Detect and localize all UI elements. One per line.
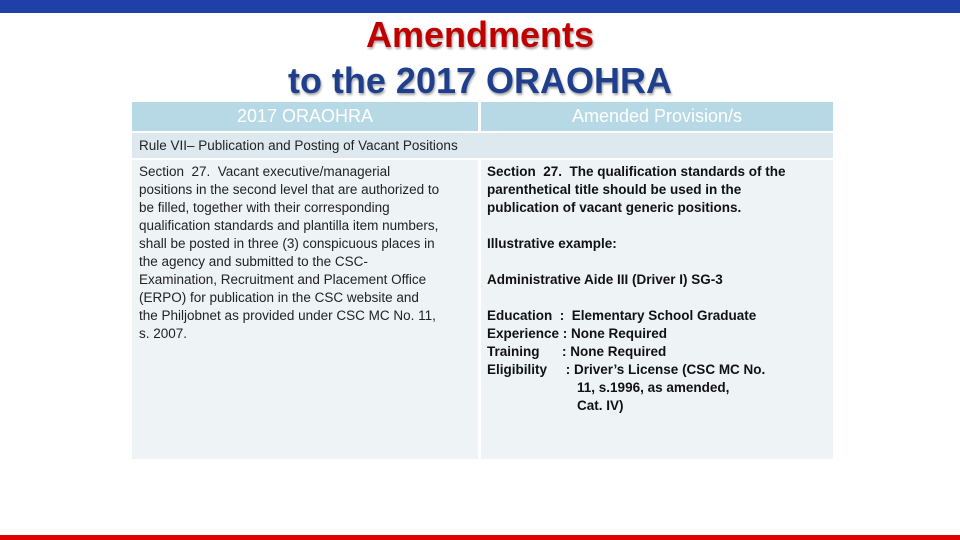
amended-provision-line: Training : None Required xyxy=(487,344,667,359)
rule-row: Rule VII– Publication and Posting of Vacant Positions xyxy=(132,133,833,158)
header-original: 2017 ORAOHRA xyxy=(132,102,478,131)
original-provision-line: Section 27. Vacant executive/managerial xyxy=(139,164,391,179)
original-provision-line: the Philjobnet as provided under CSC MC No. 11, xyxy=(139,308,436,323)
slide-title-line-2: to the 2017 ORAOHRA xyxy=(287,60,673,101)
original-provision-line: be filled, together with their corresponding xyxy=(139,200,390,215)
amended-provision-line: Section 27. The qualification standards of the xyxy=(487,164,786,179)
comparison-table xyxy=(132,102,833,459)
amended-provision-line: Administrative Aide III (Driver I) SG-3 xyxy=(487,272,723,287)
amended-provision-line xyxy=(487,253,831,271)
bottom-accent-bar xyxy=(0,535,960,540)
top-accent-bar xyxy=(0,0,960,13)
amended-provision-line: publication of vacant generic positions. xyxy=(487,200,742,215)
original-provision-line: the agency and submitted to the CSC- xyxy=(139,254,368,269)
original-provision-cell xyxy=(132,160,478,459)
original-provision-line: (ERPO) for publication in the CSC website and xyxy=(139,290,419,305)
amended-provision-line xyxy=(487,217,831,235)
original-provision-text xyxy=(139,163,477,343)
original-provision-line: qualification standards and plantilla item numbers, xyxy=(139,218,439,233)
amended-provision-text xyxy=(487,163,831,415)
original-provision-line: shall be posted in three (3) conspicuous places in xyxy=(139,236,435,251)
original-provision-line: positions in the second level that are authorized to xyxy=(139,182,440,197)
original-provision-line: s. 2007. xyxy=(139,326,188,341)
amended-provision-line: parenthetical title should be used in the xyxy=(487,182,742,197)
original-provision-line: Examination, Recruitment and Placement Office xyxy=(139,272,427,287)
amended-provision-line: Experience : None Required xyxy=(487,326,668,341)
amended-provision-line: Cat. IV) xyxy=(487,398,624,413)
amended-provision-line: 11, s.1996, as amended, xyxy=(487,380,730,395)
slide-title-line-1: Amendments xyxy=(365,14,595,55)
header-amended: Amended Provision/s xyxy=(481,102,833,131)
amended-provision-line: Eligibility : Driver’s License (CSC MC No. xyxy=(487,362,766,377)
amended-provision-line: Illustrative example: xyxy=(487,236,617,251)
amended-provision-cell xyxy=(481,160,833,459)
amended-provision-line xyxy=(487,289,831,307)
amended-provision-line: Education : Elementary School Graduate xyxy=(487,308,757,323)
